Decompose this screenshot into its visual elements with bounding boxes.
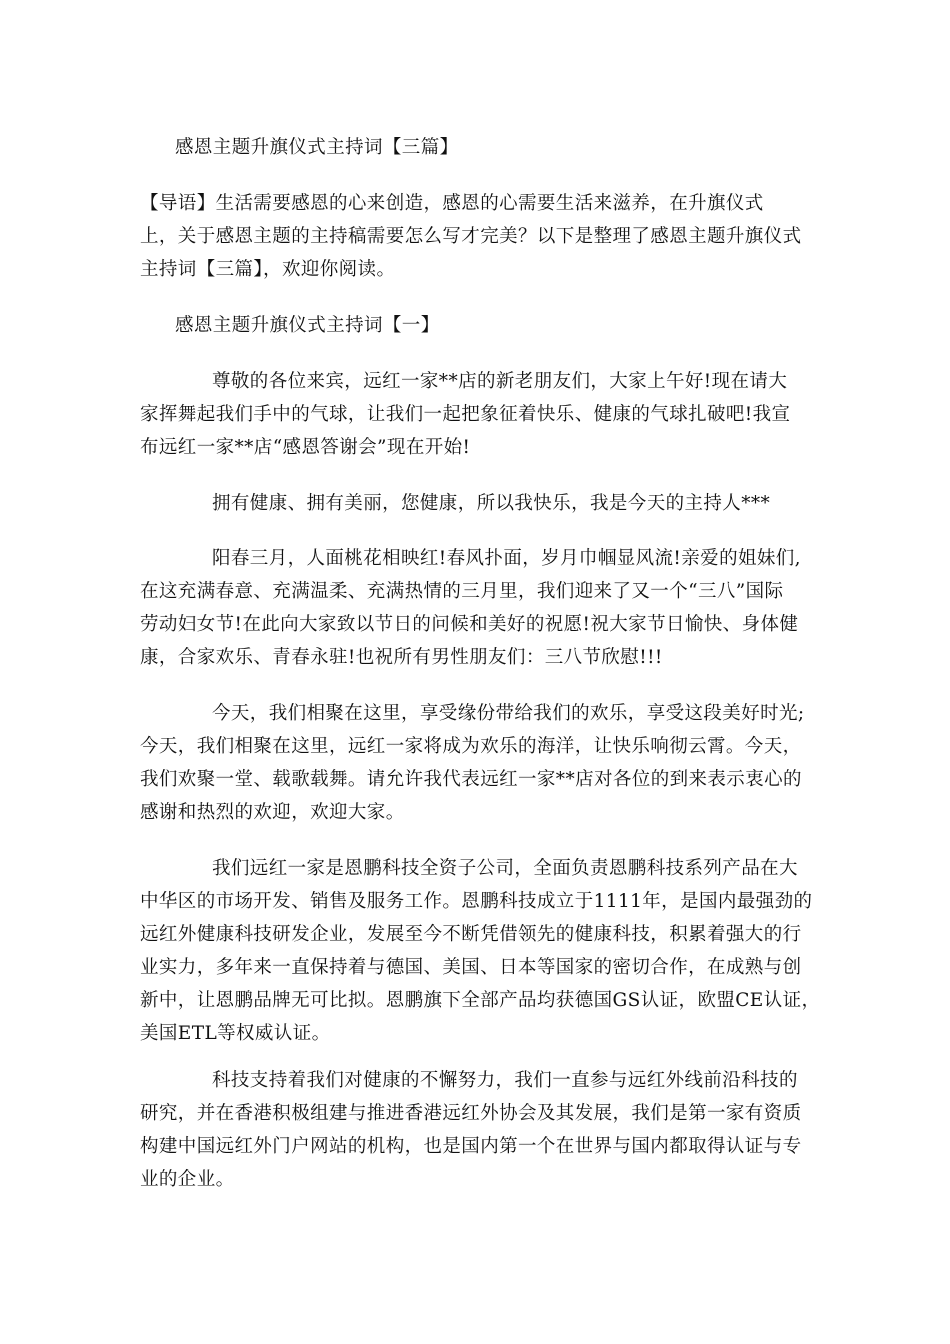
paragraph-line: 中华区的市场开发、销售及服务工作。恩鹏科技成立于1111年，是国内最强劲的 — [140, 891, 813, 912]
intro-line: 主持词【三篇】，欢迎你阅读。 — [140, 259, 396, 280]
paragraph-line: 感谢和热烈的欢迎，欢迎大家。 — [140, 802, 405, 823]
paragraph-line: 科技支持着我们对健康的不懈努力，我们一直参与远红外线前沿科技的 — [212, 1070, 798, 1091]
paragraph-line: 美国ETL等权威认证。 — [140, 1023, 331, 1044]
paragraph-line: 今天，我们相聚在这里，享受缘份带给我们的欢乐，享受这段美好时光; — [212, 703, 805, 724]
paragraph-line: 业的企业。 — [140, 1169, 235, 1190]
paragraph-line: 劳动妇女节!在此向大家致以节日的问候和美好的祝愿!祝大家节日愉快、身体健 — [140, 614, 799, 635]
paragraph-line: 家挥舞起我们手中的气球，让我们一起把象征着快乐、健康的气球扎破吧!我宣 — [140, 404, 791, 425]
paragraph-line: 远红外健康科技研发企业，发展至今不断凭借领先的健康科技，积累着强大的行 — [140, 924, 802, 945]
paragraph-line: 我们远红一家是恩鹏科技全资子公司，全面负责恩鹏科技系列产品在大 — [212, 858, 798, 879]
paragraph-line: 尊敬的各位来宾，远红一家**店的新老朋友们，大家上午好!现在请大 — [212, 371, 788, 392]
section-title: 感恩主题升旗仪式主持词【一】 — [175, 315, 440, 336]
paragraph-line: 今天，我们相聚在这里，远红一家将成为欢乐的海洋，让快乐响彻云霄。今天， — [140, 736, 802, 757]
paragraph-line: 构建中国远红外门户网站的机构，也是国内第一个在世界与国内都取得认证与专 — [140, 1136, 802, 1157]
paragraph-line: 在这充满春意、充满温柔、充满热情的三月里，我们迎来了又一个“三八”国际 — [140, 581, 784, 602]
paragraph-line: 业实力，多年来一直保持着与德国、美国、日本等国家的密切合作，在成熟与创 — [140, 957, 802, 978]
paragraph-line: 康，合家欢乐、青春永驻!也祝所有男性朋友们：三八节欣慰!!! — [140, 647, 663, 668]
paragraph-line: 研究，并在香港积极组建与推进香港远红外协会及其发展，我们是第一家有资质 — [140, 1103, 802, 1124]
paragraph-line: 阳春三月，人面桃花相映红!春风扑面，岁月巾帼显风流!亲爱的姐妹们, — [212, 548, 801, 569]
intro-line: 【导语】生活需要感恩的心来创造，感恩的心需要生活来滋养，在升旗仪式 — [140, 193, 764, 214]
paragraph-line: 布远红一家**店“感恩答谢会”现在开始! — [140, 437, 471, 458]
paragraph-line: 拥有健康、拥有美丽，您健康，所以我快乐，我是今天的主持人*** — [212, 493, 771, 514]
document-title: 感恩主题升旗仪式主持词【三篇】 — [175, 137, 459, 158]
paragraph-line: 新中，让恩鹏品牌无可比拟。恩鹏旗下全部产品均获德国GS认证，欧盟CE认证， — [140, 990, 821, 1011]
paragraph-line: 我们欢聚一堂、载歌载舞。请允许我代表远红一家**店对各位的到来表示衷心的 — [140, 769, 802, 790]
intro-line: 上，关于感恩主题的主持稿需要怎么写才完美？以下是整理了感恩主题升旗仪式 — [140, 226, 802, 247]
